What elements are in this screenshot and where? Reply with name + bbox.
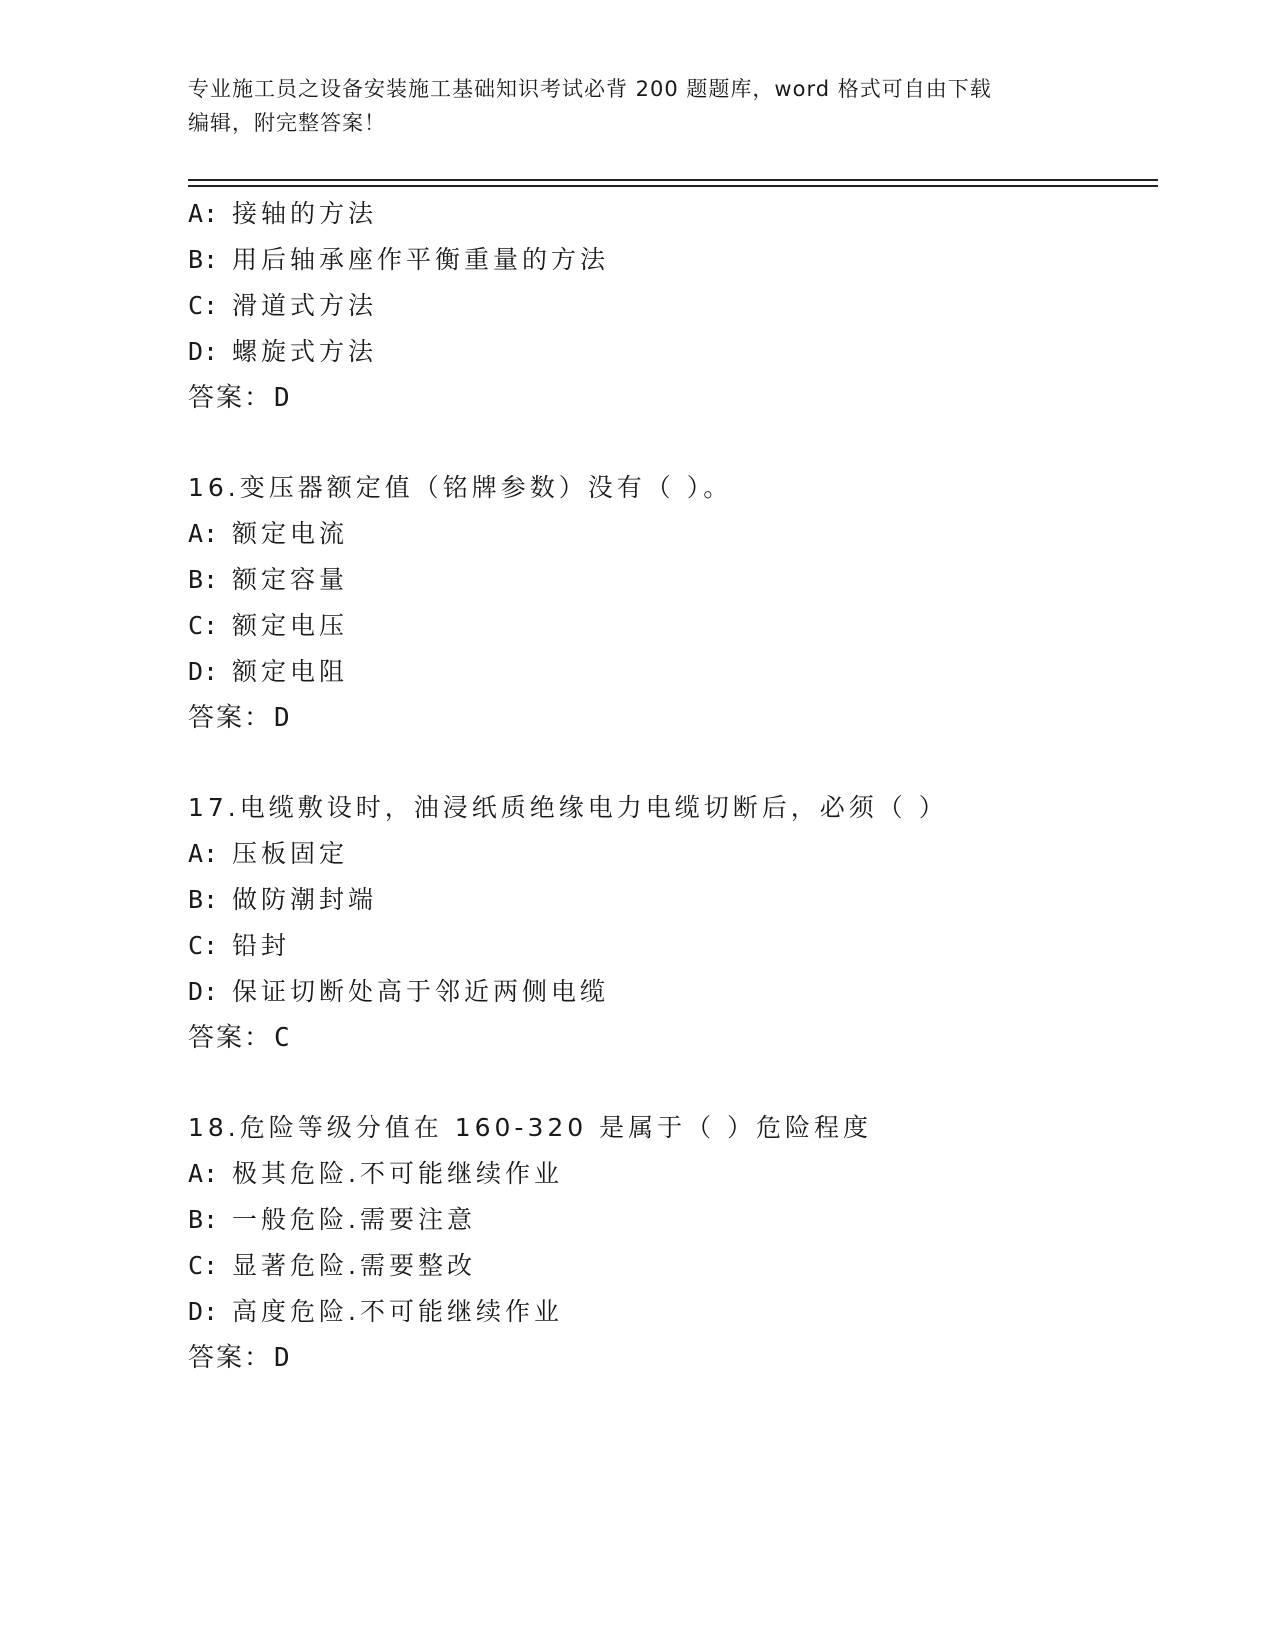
question-18-option-b	[188, 1197, 1168, 1243]
option-text: 额定电阻	[232, 657, 349, 686]
question-16-option-b	[188, 557, 1168, 603]
question-16-answer	[188, 695, 1168, 741]
option-letter: A:	[188, 839, 219, 868]
answer-value: C	[274, 1023, 292, 1053]
question-17-option-a	[188, 831, 1168, 877]
header-title-line-1: 专业施工员之设备安装施工基础知识考试必背 200 题题库，word 格式可自由下载	[188, 77, 992, 101]
option-letter: A:	[188, 1159, 219, 1188]
option-letter: B:	[188, 565, 219, 594]
question-18-answer	[188, 1335, 1168, 1381]
question-18	[188, 1105, 1168, 1381]
option-letter: A:	[188, 199, 219, 228]
option-text: 高度危险.不可能继续作业	[232, 1297, 563, 1326]
answer-value: D	[274, 1343, 292, 1373]
option-text: 压板固定	[232, 839, 349, 868]
answer-label: 答案：	[188, 1343, 273, 1373]
option-text: 极其危险.不可能继续作业	[232, 1159, 563, 1188]
option-letter: C:	[188, 291, 219, 320]
question-16-title: 16.变压器额定值（铭牌参数）没有（ ）。	[188, 473, 733, 502]
question-18-option-a	[188, 1151, 1168, 1197]
question-18-title: 18.危险等级分值在 160-320 是属于（ ）危险程度	[188, 1113, 873, 1142]
option-letter: B:	[188, 1205, 219, 1234]
question-15	[188, 191, 1168, 421]
option-text: 用后轴承座作平衡重量的方法	[232, 245, 610, 274]
header-divider-top	[188, 179, 1158, 181]
question-17-title: 17.电缆敷设时，油浸纸质绝缘电力电缆切断后，必须（ ）	[188, 793, 948, 822]
option-letter: C:	[188, 1251, 219, 1280]
question-18-option-c	[188, 1243, 1168, 1289]
option-letter: B:	[188, 245, 219, 274]
option-letter: A:	[188, 519, 219, 548]
spacer	[188, 1061, 1168, 1105]
option-text: 保证切断处高于邻近两侧电缆	[232, 977, 610, 1006]
question-15-answer	[188, 375, 1168, 421]
option-letter: B:	[188, 885, 219, 914]
question-17	[188, 785, 1168, 1061]
option-text: 滑道式方法	[232, 291, 378, 320]
question-list	[188, 191, 1168, 1381]
option-text: 额定电流	[232, 519, 349, 548]
option-text: 接轴的方法	[232, 199, 378, 228]
option-text: 显著危险.需要整改	[232, 1251, 476, 1280]
answer-label: 答案：	[188, 1023, 273, 1053]
option-letter: D:	[188, 657, 219, 686]
question-15-option-d	[188, 329, 1168, 375]
option-letter: C:	[188, 931, 219, 960]
option-letter: D:	[188, 1297, 219, 1326]
header-divider-bottom	[188, 185, 1158, 187]
answer-label: 答案：	[188, 703, 273, 733]
question-15-option-a	[188, 191, 1168, 237]
answer-value: D	[274, 383, 292, 413]
option-letter: C:	[188, 611, 219, 640]
option-letter: D:	[188, 977, 219, 1006]
question-16-option-c	[188, 603, 1168, 649]
question-15-option-c	[188, 283, 1168, 329]
option-text: 一般危险.需要注意	[232, 1205, 476, 1234]
option-text: 铅封	[232, 931, 291, 960]
question-16-option-a	[188, 511, 1168, 557]
spacer	[188, 741, 1168, 785]
option-text: 额定容量	[232, 565, 349, 594]
spacer	[188, 421, 1168, 465]
document-header	[188, 72, 1088, 140]
question-17-option-c	[188, 923, 1168, 969]
question-17-option-d	[188, 969, 1168, 1015]
option-letter: D:	[188, 337, 219, 366]
question-18-option-d	[188, 1289, 1168, 1335]
header-title-line-2: 编辑，附完整答案！	[188, 111, 386, 135]
question-17-answer	[188, 1015, 1168, 1061]
question-15-option-b	[188, 237, 1168, 283]
question-17-option-b	[188, 877, 1168, 923]
option-text: 做防潮封端	[232, 885, 378, 914]
answer-value: D	[274, 703, 292, 733]
question-16	[188, 465, 1168, 741]
answer-label: 答案：	[188, 383, 273, 413]
option-text: 额定电压	[232, 611, 349, 640]
question-16-option-d	[188, 649, 1168, 695]
option-text: 螺旋式方法	[232, 337, 378, 366]
